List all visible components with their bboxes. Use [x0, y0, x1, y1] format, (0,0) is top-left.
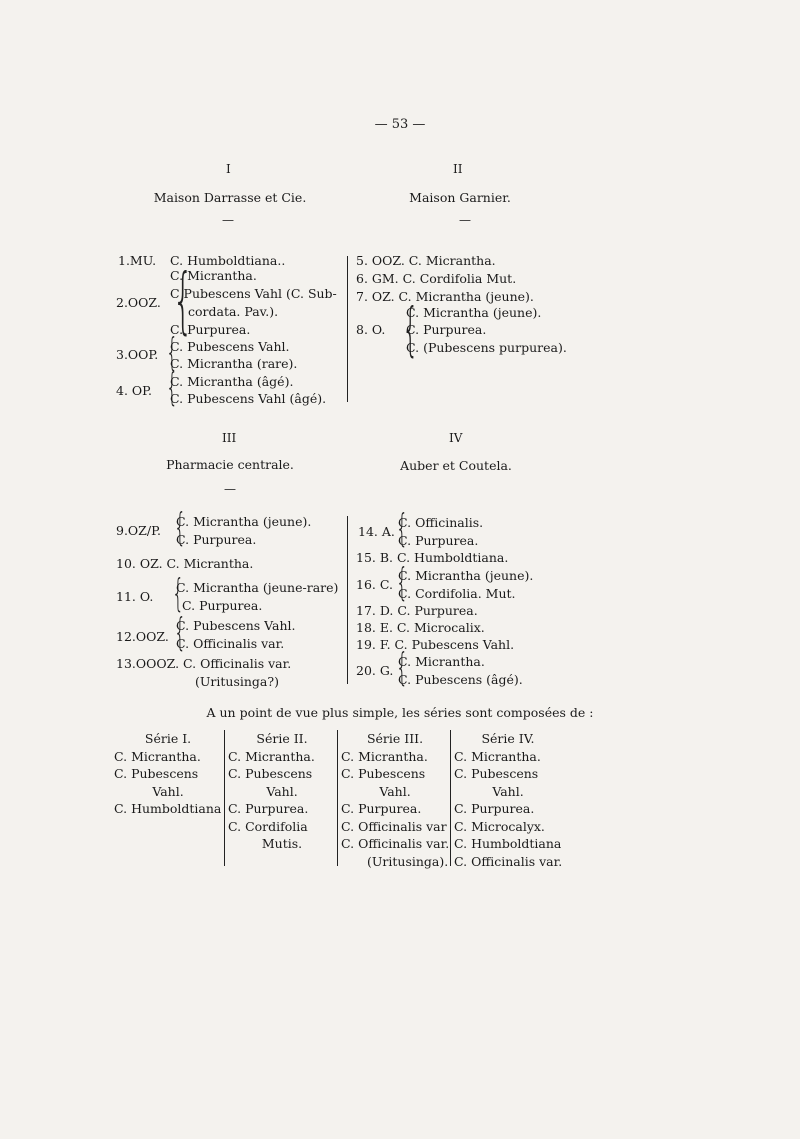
entry-20-code: 20. G. — [356, 663, 394, 678]
entry-4-line2: C. Pubescens Vahl (âgé). — [170, 391, 327, 406]
section-i-dash: — — [222, 213, 234, 227]
entry-16-line1: C. Micrantha (jeune). — [398, 568, 534, 583]
series-3-line4: C. Purpurea. — [341, 801, 422, 816]
series-2-head: Série II. — [256, 731, 308, 746]
entry-4-line1: C. Micrantha (âgé). — [170, 374, 294, 389]
section-iv-title: Auber et Coutela. — [400, 458, 512, 473]
series-2-line5: C. Cordifolia — [228, 818, 308, 834]
entry-16-code: 16. C. — [356, 577, 393, 592]
series-3-line5: C. Officinalis var — [341, 818, 447, 834]
series-1-line1: C. Micrantha. — [114, 748, 201, 764]
entry-5: 5. OOZ. C. Micrantha. — [356, 253, 496, 268]
entry-14-line2: C. Purpurea. — [398, 533, 479, 548]
series-divider-2 — [337, 730, 338, 866]
entry-8-line2: C. Purpurea. — [406, 322, 487, 337]
entry-11-code: 11. O. — [116, 589, 154, 604]
entry-9-brace: { — [174, 505, 187, 549]
entry-9-line2: C. Purpurea. — [176, 532, 257, 547]
series-3-head: Série III. — [366, 731, 424, 746]
series-2-column — [228, 730, 340, 853]
entry-20-line2: C. Pubescens (âgé). — [398, 672, 523, 687]
entry-14-line1: C. Officinalis. — [398, 515, 484, 530]
series-intro: A un point de vue plus simple, les séries sont composées de : — [206, 705, 594, 720]
series-1-line3: Vahl. — [152, 783, 184, 799]
entry-14-code: 14. A. — [358, 524, 395, 539]
series-divider-3 — [450, 730, 451, 866]
series-4-line4: C. Purpurea. — [454, 801, 535, 816]
entry-1-code: 1.MU. — [118, 253, 157, 268]
entry-12-code: 12.OOZ. — [116, 629, 169, 644]
entry-14-brace: { — [396, 506, 409, 550]
series-2-line4: C. Purpurea. — [228, 801, 309, 816]
entry-4-brace: { — [166, 365, 179, 409]
entry-2-line3: cordata. Pav.). — [188, 304, 279, 319]
entry-4-code: 4. OP. — [116, 383, 152, 398]
section-ii-title: Maison Garnier. — [409, 190, 511, 205]
series-2-line2: C. Pubescens — [228, 766, 313, 781]
entry-2-line1: C. Micrantha. — [170, 268, 257, 283]
section-iii-dash: — — [224, 482, 236, 496]
entry-13-line2: (Uritusinga?) — [195, 674, 279, 689]
entry-13-line1: 13.OOOZ. C. Officinalis var. — [116, 656, 292, 671]
entry-8-code: 8. O. — [356, 322, 386, 337]
entry-12-line2: C. Officinalis var. — [176, 636, 285, 651]
series-1-line2: C. Pubescens — [114, 766, 199, 781]
entry-2-line4: C. Purpurea. — [170, 322, 251, 337]
series-4-column — [454, 730, 574, 870]
series-4-line3: Vahl. — [492, 783, 524, 799]
entry-7: 7. OZ. C. Micrantha (jeune). — [356, 289, 534, 304]
entry-12-line1: C. Pubescens Vahl. — [176, 618, 296, 633]
entry-9-line1: C. Micrantha (jeune). — [176, 514, 312, 529]
entry-16-brace: { — [396, 560, 409, 604]
series-4-head: Série IV. — [481, 731, 535, 746]
series-2-line1: C. Micrantha. — [228, 748, 315, 764]
series-2-line6: Mutis. — [261, 836, 303, 851]
entry-11-line2: C. Purpurea. — [182, 598, 263, 613]
entry-8-line1: C. Micrantha (jeune). — [406, 305, 542, 320]
entry-3-line2: C. Micrantha (rare). — [170, 356, 298, 371]
series-table — [0, 730, 800, 870]
page-number: — 53 — — [374, 117, 426, 132]
entry-20-line1: C. Micrantha. — [398, 654, 485, 669]
section-i-numeral: I — [226, 162, 231, 176]
series-4-line1: C. Micrantha. — [454, 748, 541, 764]
series-4-line5: C. Microcalyx. — [454, 818, 545, 834]
entry-18: 18. E. C. Microcalix. — [356, 620, 485, 635]
entry-1-text: C. Humboldtiana.. — [170, 253, 286, 268]
entry-8-line3: C. (Pubescens purpurea). — [406, 340, 567, 355]
section-iv-numeral: IV — [449, 431, 463, 445]
series-divider-1 — [224, 730, 225, 866]
entry-16-line2: C. Cordifolia. Mut. — [398, 586, 516, 601]
series-3-line7: (Uritusinga). — [367, 853, 449, 869]
entry-17: 17. D. C. Purpurea. — [356, 603, 478, 618]
entry-9-code: 9.OZ/P. — [116, 523, 161, 538]
series-1-column — [114, 730, 226, 818]
entry-19: 19. F. C. Pubescens Vahl. — [356, 637, 515, 652]
series-1-head: Série I. — [144, 731, 192, 746]
entry-2-brace: { — [172, 258, 194, 342]
entry-12-brace: { — [174, 610, 187, 654]
section-i-title: Maison Darrasse et Cie. — [153, 190, 307, 205]
entry-2-line2: C Pubescens Vahl (C. Sub- — [170, 286, 337, 301]
entry-20-brace: { — [396, 645, 409, 689]
section-iii-title: Pharmacie centrale. — [166, 457, 294, 472]
section-ii-numeral: II — [453, 162, 463, 176]
divider-top — [347, 256, 348, 402]
series-3-line3: Vahl. — [379, 783, 411, 799]
series-3-line2: C. Pubescens — [341, 766, 426, 781]
series-4-line7: C. Officinalis var. — [454, 853, 563, 869]
entry-15: 15. B. C. Humboldtiana. — [356, 550, 509, 565]
entry-6: 6. GM. C. Cordifolia Mut. — [356, 271, 517, 286]
section-iii-numeral: III — [222, 431, 237, 445]
series-3-line1: C. Micrantha. — [341, 748, 428, 764]
series-4-line2: C. Pubescens — [454, 766, 539, 781]
divider-middle — [347, 516, 348, 684]
series-2-line3: Vahl. — [266, 783, 298, 799]
entry-11-brace: { — [172, 571, 185, 615]
series-4-line6: C. Humboldtiana — [454, 836, 562, 851]
series-3-column — [341, 730, 453, 870]
entry-8-brace: { — [402, 295, 419, 363]
entry-11-line1: C. Micrantha (jeune-rare) — [176, 580, 339, 595]
entry-10: 10. OZ. C. Micrantha. — [116, 556, 254, 571]
entry-3-code: 3.OOP. — [116, 347, 159, 362]
entry-3-line1: C. Pubescens Vahl. — [170, 339, 290, 354]
entry-2-code: 2.OOZ. — [116, 295, 161, 310]
series-1-line4: C. Humboldtiana — [114, 801, 222, 816]
entry-3-brace: { — [166, 330, 179, 374]
section-ii-dash: — — [459, 213, 471, 227]
series-3-line6: C. Officinalis var. — [341, 836, 450, 851]
